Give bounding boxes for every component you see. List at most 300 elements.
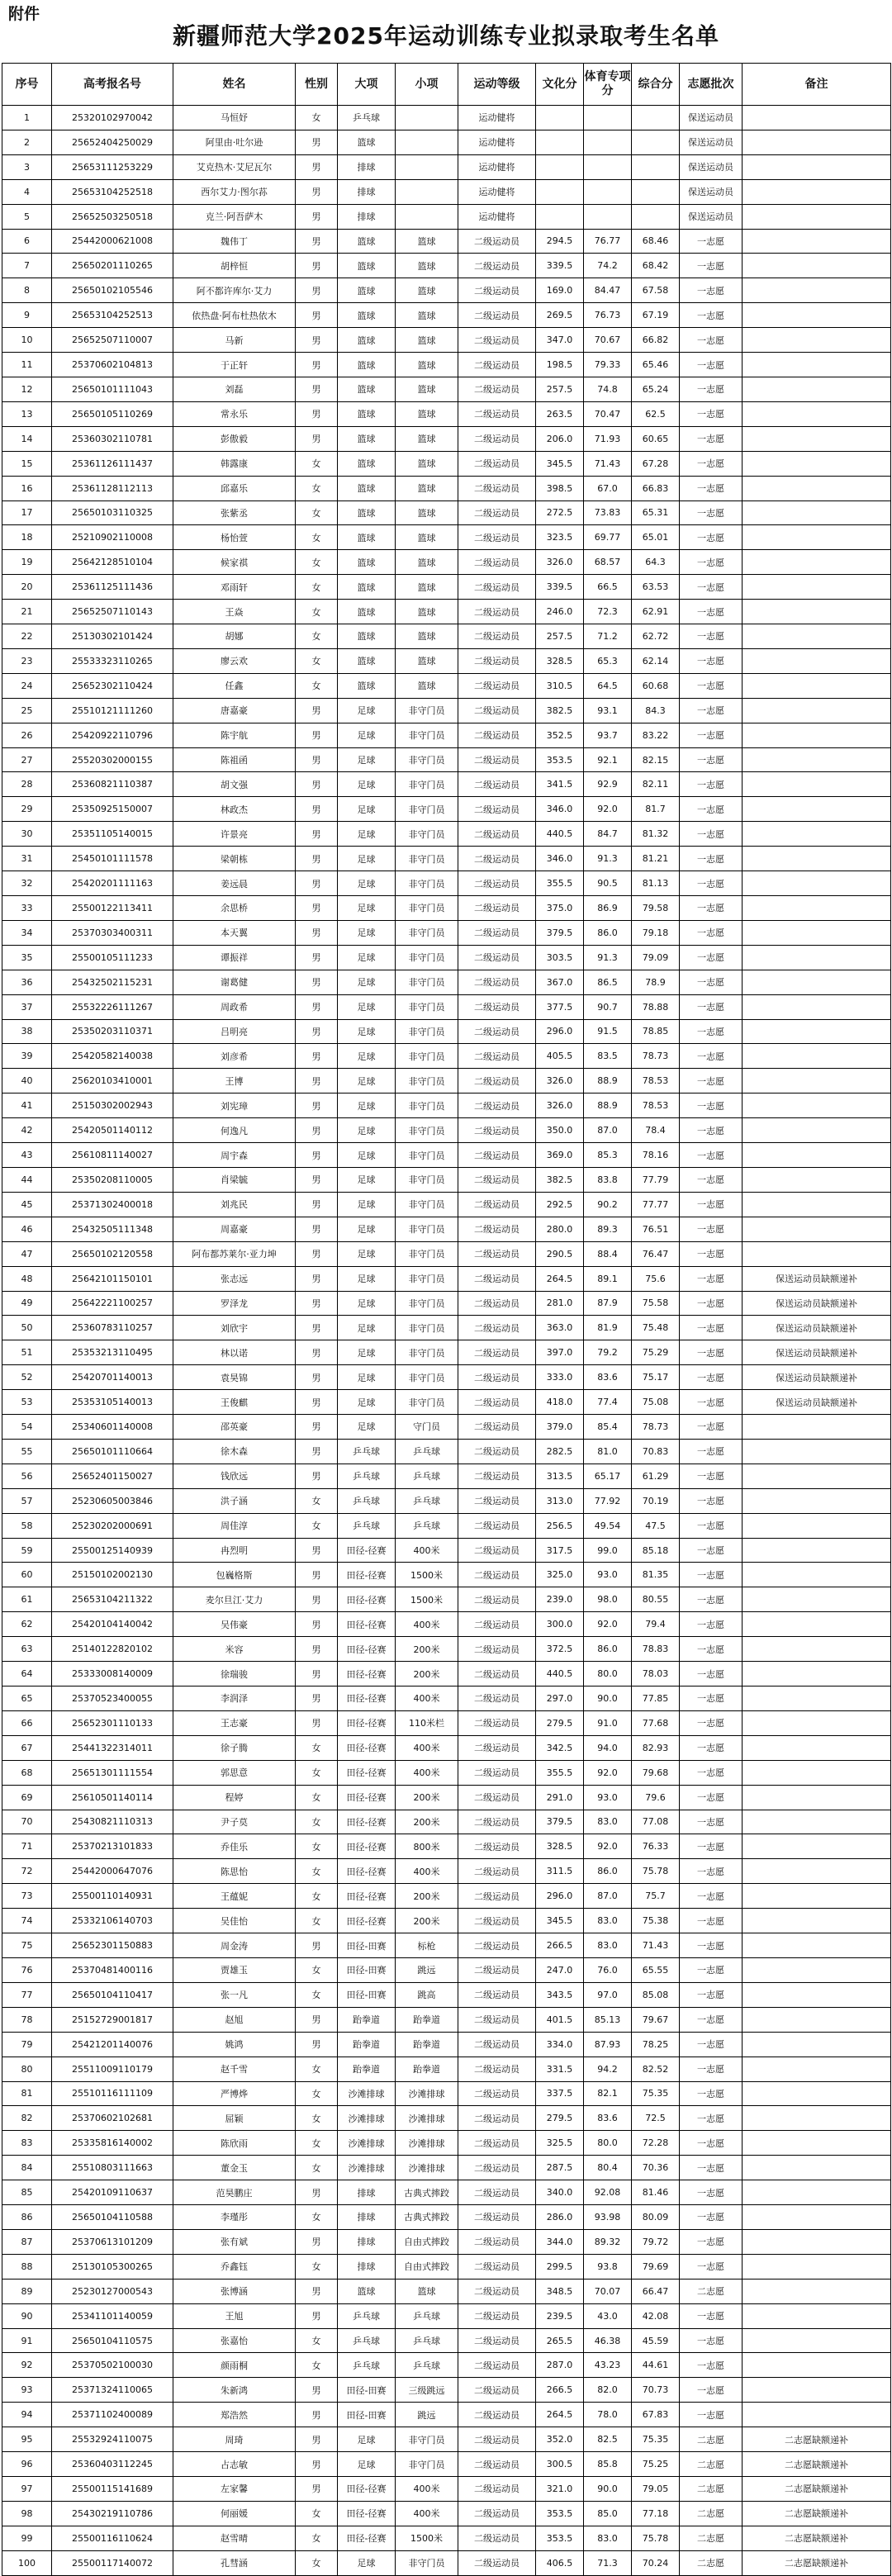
cell-gender: 男 <box>296 772 338 797</box>
cell-seq: 26 <box>2 723 52 747</box>
cell-athlete-level: 二级运动员 <box>458 2501 536 2526</box>
cell-athlete-level: 二级运动员 <box>458 1538 536 1563</box>
cell-total-score: 79.18 <box>632 920 680 945</box>
cell-culture-score: 280.0 <box>536 1217 584 1241</box>
cell-athlete-level: 二级运动员 <box>458 550 536 575</box>
cell-exam-id: 25650201110265 <box>52 254 173 278</box>
cell-choice-batch: 保送运动员 <box>680 106 743 130</box>
cell-choice-batch: 一志愿 <box>680 254 743 278</box>
cell-total-score: 85.18 <box>632 1538 680 1563</box>
cell-choice-batch: 一志愿 <box>680 575 743 600</box>
cell-seq: 19 <box>2 550 52 575</box>
table-row <box>2 1785 891 1810</box>
cell-culture-score: 323.5 <box>536 525 584 550</box>
cell-culture-score: 286.0 <box>536 2205 584 2230</box>
cell-culture-score: 169.0 <box>536 278 584 303</box>
cell-seq: 51 <box>2 1340 52 1365</box>
cell-athlete-level: 二级运动员 <box>458 1735 536 1760</box>
cell-event: 非守门员 <box>396 747 458 772</box>
cell-remark <box>743 2131 891 2156</box>
cell-event: 非守门员 <box>396 2427 458 2452</box>
cell-culture-score: 269.5 <box>536 303 584 328</box>
cell-sport: 排球 <box>338 204 396 229</box>
cell-athlete-level: 二级运动员 <box>458 945 536 970</box>
cell-event: 非守门员 <box>396 1118 458 1143</box>
cell-sport-score: 85.8 <box>584 2452 632 2477</box>
cell-remark <box>743 698 891 723</box>
cell-seq: 3 <box>2 154 52 179</box>
cell-sport-score: 66.5 <box>584 575 632 600</box>
cell-seq: 49 <box>2 1291 52 1316</box>
cell-total-score: 68.42 <box>632 254 680 278</box>
cell-event: 非守门员 <box>396 1291 458 1316</box>
cell-event: 篮球 <box>396 328 458 353</box>
cell-choice-batch: 一志愿 <box>680 476 743 500</box>
cell-sport: 足球 <box>338 945 396 970</box>
cell-gender: 男 <box>296 994 338 1019</box>
cell-culture-score: 379.0 <box>536 1415 584 1440</box>
cell-sport: 足球 <box>338 772 396 797</box>
cell-sport: 田径-田赛 <box>338 2403 396 2427</box>
cell-choice-batch: 一志愿 <box>680 747 743 772</box>
cell-culture-score: 328.5 <box>536 1834 584 1859</box>
cell-remark <box>743 254 891 278</box>
cell-event: 1500米 <box>396 1563 458 1587</box>
cell-sport: 沙滩排球 <box>338 2156 396 2180</box>
cell-exam-id: 25450101111578 <box>52 847 173 871</box>
cell-total-score: 79.69 <box>632 2254 680 2279</box>
cell-sport-score: 80.4 <box>584 2156 632 2180</box>
cell-gender: 女 <box>296 1785 338 1810</box>
cell-choice-batch: 一志愿 <box>680 1563 743 1587</box>
cell-exam-id: 25500125140939 <box>52 1538 173 1563</box>
cell-athlete-level: 二级运动员 <box>458 1686 536 1711</box>
cell-gender: 女 <box>296 525 338 550</box>
table-row <box>2 1834 891 1859</box>
cell-sport: 篮球 <box>338 254 396 278</box>
table-row <box>2 673 891 698</box>
cell-total-score <box>632 154 680 179</box>
cell-sport: 足球 <box>338 2550 396 2575</box>
cell-culture-score: 313.0 <box>536 1488 584 1513</box>
cell-exam-id: 25230202000691 <box>52 1513 173 1538</box>
cell-culture-score: 355.5 <box>536 1760 584 1785</box>
cell-event: 跳高 <box>396 1982 458 2007</box>
cell-total-score: 65.46 <box>632 353 680 377</box>
cell-sport-score: 73.83 <box>584 500 632 525</box>
cell-choice-batch: 一志愿 <box>680 353 743 377</box>
cell-total-score: 79.68 <box>632 1760 680 1785</box>
cell-total-score: 82.15 <box>632 747 680 772</box>
cell-name: 何丽媛 <box>173 2501 296 2526</box>
cell-sport: 田径-径赛 <box>338 2526 396 2550</box>
cell-total-score <box>632 204 680 229</box>
cell-sport: 田径-径赛 <box>338 1637 396 1662</box>
cell-sport-score: 94.2 <box>584 2057 632 2081</box>
cell-sport: 足球 <box>338 1390 396 1415</box>
cell-choice-batch: 一志愿 <box>680 451 743 476</box>
cell-seq: 25 <box>2 698 52 723</box>
cell-culture-score: 382.5 <box>536 698 584 723</box>
cell-sport: 乒乓球 <box>338 1513 396 1538</box>
cell-gender: 男 <box>296 254 338 278</box>
cell-culture-score: 377.5 <box>536 994 584 1019</box>
attachment-label: 附件 <box>8 5 40 23</box>
cell-choice-batch: 一志愿 <box>680 1587 743 1612</box>
cell-total-score: 42.08 <box>632 2303 680 2328</box>
cell-remark <box>743 896 891 921</box>
table-row <box>2 1686 891 1711</box>
cell-seq: 27 <box>2 747 52 772</box>
cell-event: 篮球 <box>396 278 458 303</box>
cell-seq: 73 <box>2 1884 52 1909</box>
cell-gender: 男 <box>296 1439 338 1464</box>
cell-culture-score: 296.0 <box>536 1884 584 1909</box>
cell-seq: 24 <box>2 673 52 698</box>
cell-exam-id: 25653111253229 <box>52 154 173 179</box>
cell-athlete-level: 二级运动员 <box>458 2156 536 2180</box>
cell-sport-score: 88.9 <box>584 1093 632 1118</box>
cell-remark <box>743 772 891 797</box>
cell-remark <box>743 1933 891 1958</box>
cell-remark <box>743 747 891 772</box>
cell-sport-score: 85.4 <box>584 1415 632 1440</box>
cell-gender: 男 <box>296 1710 338 1735</box>
table-row <box>2 106 891 130</box>
cell-choice-batch: 一志愿 <box>680 1390 743 1415</box>
cell-exam-id: 25442000621008 <box>52 229 173 254</box>
cell-name: 刘宪璋 <box>173 1093 296 1118</box>
table-row <box>2 254 891 278</box>
cell-athlete-level: 二级运动员 <box>458 2032 536 2057</box>
cell-gender: 男 <box>296 1241 338 1266</box>
table-row <box>2 550 891 575</box>
cell-name: 罗泽龙 <box>173 1291 296 1316</box>
cell-seq: 46 <box>2 1217 52 1241</box>
cell-gender: 男 <box>296 1563 338 1587</box>
cell-exam-id: 25421201140076 <box>52 2032 173 2057</box>
cell-choice-batch: 一志愿 <box>680 1266 743 1291</box>
cell-culture-score: 287.5 <box>536 2156 584 2180</box>
cell-total-score: 75.29 <box>632 1340 680 1365</box>
cell-gender: 男 <box>296 1044 338 1069</box>
cell-culture-score: 303.5 <box>536 945 584 970</box>
cell-remark <box>743 353 891 377</box>
cell-gender: 男 <box>296 1167 338 1192</box>
cell-culture-score: 247.0 <box>536 1957 584 1982</box>
cell-sport: 足球 <box>338 1093 396 1118</box>
cell-seq: 69 <box>2 1785 52 1810</box>
cell-culture-score: 313.5 <box>536 1464 584 1488</box>
cell-seq: 92 <box>2 2353 52 2378</box>
cell-total-score: 66.83 <box>632 476 680 500</box>
table-row <box>2 2378 891 2403</box>
cell-athlete-level: 二级运动员 <box>458 1859 536 1884</box>
cell-sport-score <box>584 204 632 229</box>
cell-choice-batch: 一志愿 <box>680 920 743 945</box>
cell-gender: 男 <box>296 1291 338 1316</box>
table-row <box>2 229 891 254</box>
cell-name: 阿不都许库尔·艾力 <box>173 278 296 303</box>
cell-culture-score: 294.5 <box>536 229 584 254</box>
cell-remark: 二志愿缺额递补 <box>743 2477 891 2502</box>
cell-name: 依热盘·阿布杜热依木 <box>173 303 296 328</box>
table-row <box>2 698 891 723</box>
table-row <box>2 723 891 747</box>
cell-remark <box>743 2229 891 2254</box>
cell-total-score: 79.67 <box>632 2007 680 2032</box>
cell-sport: 篮球 <box>338 648 396 673</box>
table-row <box>2 2279 891 2303</box>
cell-culture-score: 348.5 <box>536 2279 584 2303</box>
cell-sport: 乒乓球 <box>338 1464 396 1488</box>
cell-name: 洪子涵 <box>173 1488 296 1513</box>
cell-event: 400米 <box>396 1760 458 1785</box>
cell-sport: 足球 <box>338 698 396 723</box>
cell-culture-score: 418.0 <box>536 1390 584 1415</box>
cell-sport-score: 84.47 <box>584 278 632 303</box>
cell-exam-id: 25652401150027 <box>52 1464 173 1488</box>
table-row <box>2 1637 891 1662</box>
document-title: 新疆师范大学2025年运动训练专业拟录取考生名单 <box>173 22 719 50</box>
cell-seq: 53 <box>2 1390 52 1415</box>
cell-sport: 足球 <box>338 1044 396 1069</box>
cell-gender: 男 <box>296 2378 338 2403</box>
column-header: 高考报名号 <box>52 64 173 106</box>
cell-gender: 女 <box>296 2205 338 2230</box>
cell-sport: 田径-径赛 <box>338 1760 396 1785</box>
cell-name: 赵雪晴 <box>173 2526 296 2550</box>
cell-seq: 4 <box>2 179 52 204</box>
cell-remark <box>743 2328 891 2353</box>
cell-sport-score: 71.2 <box>584 624 632 649</box>
cell-sport: 跆拳道 <box>338 2032 396 2057</box>
table-row <box>2 822 891 847</box>
cell-culture-score: 363.0 <box>536 1316 584 1340</box>
cell-sport: 田径-径赛 <box>338 2477 396 2502</box>
cell-remark <box>743 476 891 500</box>
cell-sport: 跆拳道 <box>338 2007 396 2032</box>
cell-exam-id: 25532226111267 <box>52 994 173 1019</box>
cell-event: 篮球 <box>396 451 458 476</box>
cell-choice-batch: 一志愿 <box>680 2156 743 2180</box>
cell-name: 阿布都苏莱尔·亚力坤 <box>173 1241 296 1266</box>
table-row <box>2 1415 891 1440</box>
cell-total-score: 81.13 <box>632 871 680 896</box>
cell-choice-batch: 一志愿 <box>680 1933 743 1958</box>
cell-sport-score: 64.5 <box>584 673 632 698</box>
cell-remark <box>743 2353 891 2378</box>
cell-total-score: 75.78 <box>632 2526 680 2550</box>
cell-name: 王志豪 <box>173 1710 296 1735</box>
table-row <box>2 1933 891 1958</box>
cell-exam-id: 25500110140931 <box>52 1884 173 1909</box>
cell-culture-score: 352.0 <box>536 2427 584 2452</box>
cell-culture-score: 379.5 <box>536 920 584 945</box>
cell-event: 沙滩排球 <box>396 2131 458 2156</box>
cell-sport: 篮球 <box>338 673 396 698</box>
cell-athlete-level: 运动健将 <box>458 154 536 179</box>
cell-athlete-level: 二级运动员 <box>458 2081 536 2106</box>
cell-exam-id: 25500117140072 <box>52 2550 173 2575</box>
cell-event <box>396 106 458 130</box>
cell-choice-batch: 一志愿 <box>680 1291 743 1316</box>
cell-culture-score: 353.5 <box>536 747 584 772</box>
table-row <box>2 500 891 525</box>
cell-sport-score: 67.0 <box>584 476 632 500</box>
cell-seq: 84 <box>2 2156 52 2180</box>
cell-athlete-level: 二级运动员 <box>458 2427 536 2452</box>
cell-culture-score: 440.5 <box>536 822 584 847</box>
cell-event: 篮球 <box>396 303 458 328</box>
cell-sport: 足球 <box>338 1069 396 1093</box>
cell-gender: 女 <box>296 500 338 525</box>
cell-culture-score: 405.5 <box>536 1044 584 1069</box>
cell-seq: 43 <box>2 1143 52 1168</box>
cell-sport-score <box>584 106 632 130</box>
cell-seq: 85 <box>2 2180 52 2205</box>
cell-name: 袁昊锦 <box>173 1365 296 1390</box>
table-row <box>2 2254 891 2279</box>
cell-choice-batch: 一志愿 <box>680 426 743 451</box>
column-header: 文化分 <box>536 64 584 106</box>
cell-sport: 篮球 <box>338 575 396 600</box>
cell-seq: 41 <box>2 1093 52 1118</box>
cell-culture-score: 339.5 <box>536 254 584 278</box>
cell-culture-score: 337.5 <box>536 2081 584 2106</box>
cell-seq: 13 <box>2 401 52 426</box>
cell-choice-batch: 一志愿 <box>680 1044 743 1069</box>
cell-sport-score: 65.17 <box>584 1464 632 1488</box>
cell-gender: 男 <box>296 2032 338 2057</box>
cell-event: 1500米 <box>396 1587 458 1612</box>
cell-exam-id: 25353105140013 <box>52 1390 173 1415</box>
cell-name: 赵旭 <box>173 2007 296 2032</box>
cell-remark: 保送运动员缺额递补 <box>743 1291 891 1316</box>
cell-choice-batch: 一志愿 <box>680 2378 743 2403</box>
cell-name: 郭思意 <box>173 1760 296 1785</box>
cell-gender: 男 <box>296 303 338 328</box>
cell-seq: 22 <box>2 624 52 649</box>
cell-sport: 田径-径赛 <box>338 1538 396 1563</box>
cell-event: 200米 <box>396 1909 458 1933</box>
cell-remark <box>743 401 891 426</box>
cell-gender: 男 <box>296 2279 338 2303</box>
cell-choice-batch: 一志愿 <box>680 2229 743 2254</box>
cell-sport-score: 90.0 <box>584 1686 632 1711</box>
cell-seq: 64 <box>2 1662 52 1686</box>
cell-exam-id: 25371302400018 <box>52 1192 173 1217</box>
cell-culture-score: 440.5 <box>536 1662 584 1686</box>
cell-choice-batch: 一志愿 <box>680 1069 743 1093</box>
cell-total-score: 62.5 <box>632 401 680 426</box>
cell-event: 标枪 <box>396 1933 458 1958</box>
cell-choice-batch: 一志愿 <box>680 1909 743 1933</box>
cell-total-score: 79.05 <box>632 2477 680 2502</box>
cell-remark: 二志愿缺额递补 <box>743 2526 891 2550</box>
cell-event: 篮球 <box>396 426 458 451</box>
cell-name: 周政希 <box>173 994 296 1019</box>
cell-exam-id: 25333008140009 <box>52 1662 173 1686</box>
cell-event: 非守门员 <box>396 1192 458 1217</box>
cell-event: 400米 <box>396 1735 458 1760</box>
cell-remark <box>743 1217 891 1241</box>
cell-event: 乒乓球 <box>396 2303 458 2328</box>
cell-remark <box>743 1241 891 1266</box>
cell-total-score: 79.72 <box>632 2229 680 2254</box>
cell-remark: 保送运动员缺额递补 <box>743 1266 891 1291</box>
cell-athlete-level: 二级运动员 <box>458 1909 536 1933</box>
cell-exam-id: 25620103410001 <box>52 1069 173 1093</box>
cell-athlete-level: 运动健将 <box>458 130 536 154</box>
cell-event: 乒乓球 <box>396 1439 458 1464</box>
cell-athlete-level: 二级运动员 <box>458 2057 536 2081</box>
cell-name: 张有斌 <box>173 2229 296 2254</box>
cell-event: 篮球 <box>396 377 458 401</box>
cell-event: 篮球 <box>396 600 458 624</box>
cell-total-score: 78.16 <box>632 1143 680 1168</box>
column-header: 大项 <box>338 64 396 106</box>
cell-name: 陈祖函 <box>173 747 296 772</box>
cell-culture-score: 279.5 <box>536 2106 584 2131</box>
cell-gender: 男 <box>296 130 338 154</box>
cell-total-score: 67.28 <box>632 451 680 476</box>
cell-sport-score: 79.33 <box>584 353 632 377</box>
cell-seq: 50 <box>2 1316 52 1340</box>
cell-culture-score: 279.5 <box>536 1710 584 1735</box>
cell-athlete-level: 二级运动员 <box>458 1143 536 1168</box>
cell-culture-score: 346.0 <box>536 797 584 822</box>
cell-event <box>396 130 458 154</box>
cell-gender: 女 <box>296 1982 338 2007</box>
cell-exam-id: 25420501140112 <box>52 1118 173 1143</box>
cell-seq: 28 <box>2 772 52 797</box>
cell-gender: 女 <box>296 624 338 649</box>
cell-name: 许景亮 <box>173 822 296 847</box>
cell-total-score: 84.3 <box>632 698 680 723</box>
cell-choice-batch: 一志愿 <box>680 328 743 353</box>
cell-athlete-level: 二级运动员 <box>458 1044 536 1069</box>
cell-gender: 女 <box>296 106 338 130</box>
cell-sport-score: 89.1 <box>584 1266 632 1291</box>
cell-sport: 田径-田赛 <box>338 1982 396 2007</box>
cell-athlete-level: 二级运动员 <box>458 2279 536 2303</box>
cell-event: 篮球 <box>396 575 458 600</box>
column-header: 性别 <box>296 64 338 106</box>
cell-event: 400米 <box>396 2477 458 2502</box>
cell-choice-batch: 一志愿 <box>680 1340 743 1365</box>
cell-seq: 95 <box>2 2427 52 2452</box>
cell-culture-score: 281.0 <box>536 1291 584 1316</box>
cell-event: 沙滩排球 <box>396 2081 458 2106</box>
cell-sport-score: 87.0 <box>584 1118 632 1143</box>
cell-remark <box>743 945 891 970</box>
table-row <box>2 1019 891 1044</box>
cell-remark <box>743 1513 891 1538</box>
cell-exam-id: 25650102120558 <box>52 1241 173 1266</box>
cell-sport: 篮球 <box>338 303 396 328</box>
cell-exam-id: 25370613101209 <box>52 2229 173 2254</box>
cell-seq: 89 <box>2 2279 52 2303</box>
cell-event: 跆拳道 <box>396 2032 458 2057</box>
cell-event: 200米 <box>396 1637 458 1662</box>
cell-culture-score: 300.5 <box>536 2452 584 2477</box>
cell-culture-score: 266.5 <box>536 1933 584 1958</box>
cell-exam-id: 25650102105546 <box>52 278 173 303</box>
cell-name: 廖云欢 <box>173 648 296 673</box>
cell-sport-score: 90.5 <box>584 871 632 896</box>
cell-exam-id: 25351105140015 <box>52 822 173 847</box>
